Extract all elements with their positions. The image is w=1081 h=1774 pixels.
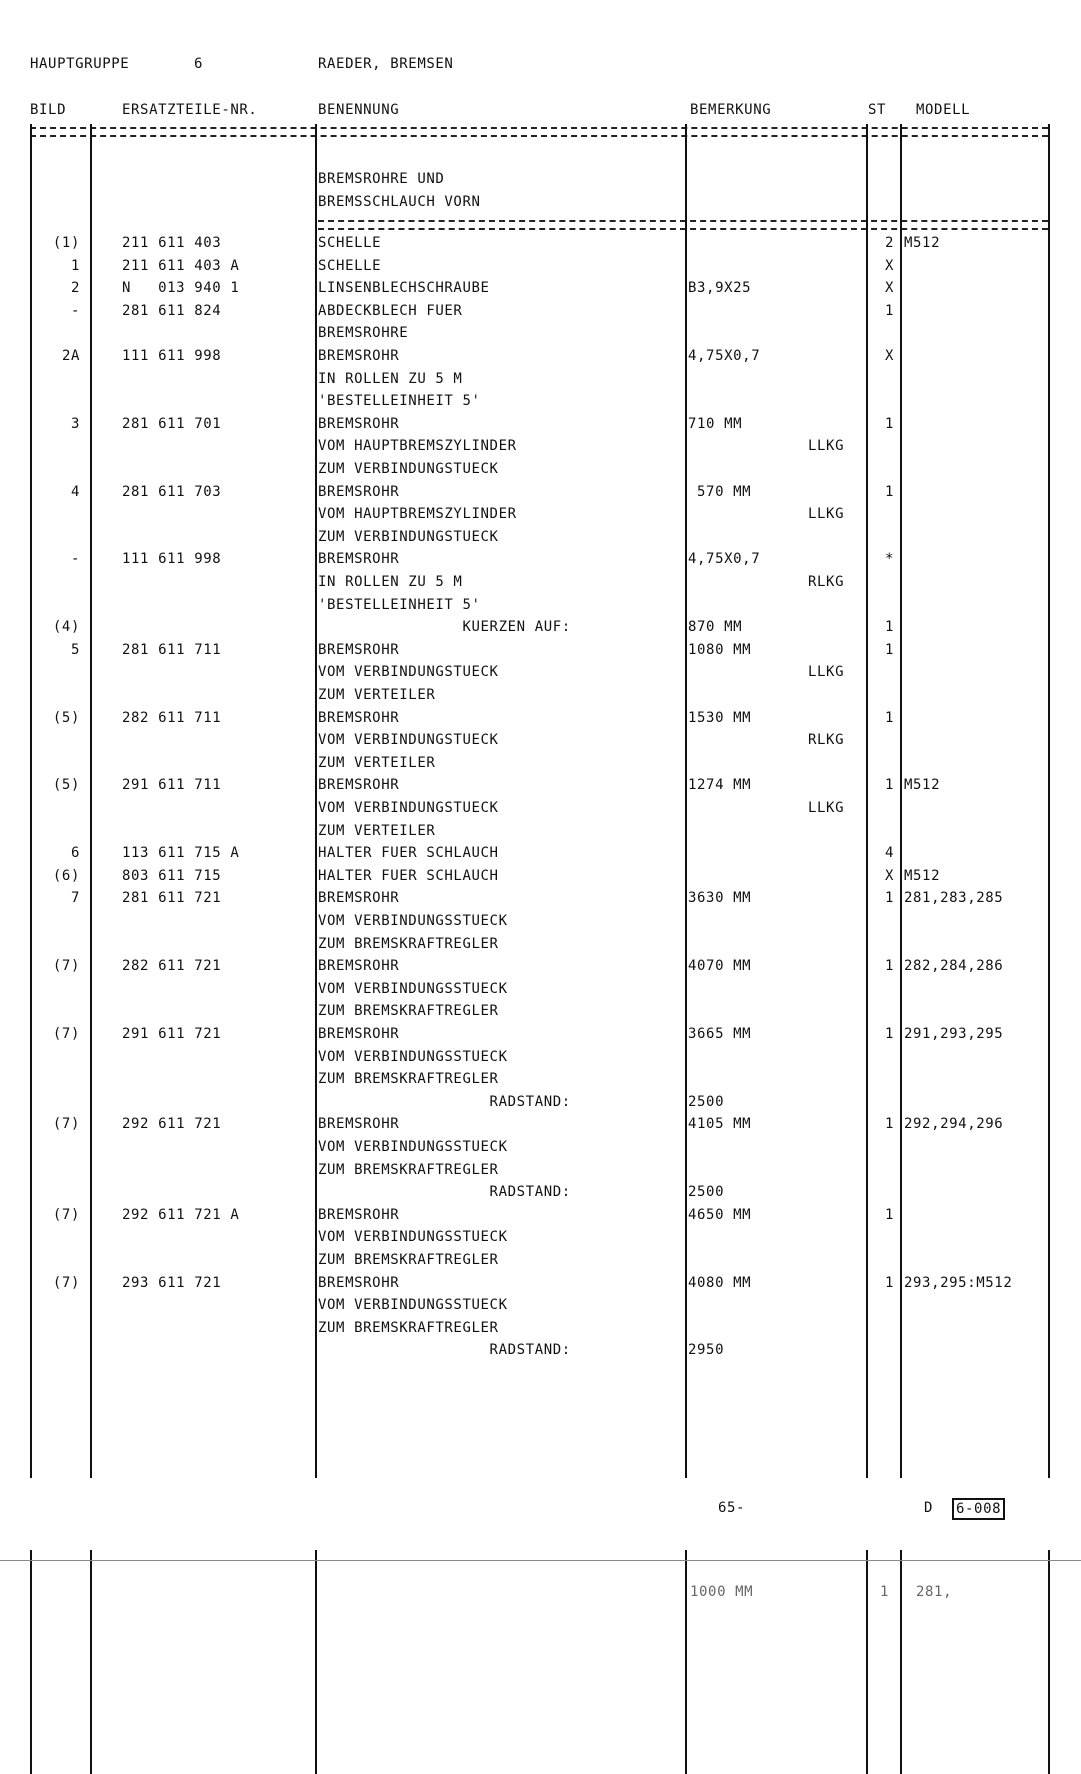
row-name: SCHELLE: [318, 235, 382, 251]
row-bild: -: [70, 551, 80, 568]
row-name: ABDECKBLECH FUER: [318, 302, 463, 319]
row-name: BREMSROHRE: [318, 325, 409, 342]
header-separator: [30, 127, 1048, 137]
section-title-line-1: BREMSROHRE UND: [318, 171, 445, 187]
row-bild: 3: [70, 415, 80, 432]
row-bild: 2A: [61, 348, 80, 364]
row-remark: 4105 MM: [688, 1116, 752, 1133]
row-name: BREMSROHR: [318, 958, 400, 975]
row-name: RADSTAND:: [318, 1093, 571, 1110]
row-qty: X: [884, 348, 894, 364]
table-row: [0, 503, 1081, 526]
table-row: [0, 1046, 1081, 1069]
row-remark: B3,9X25: [688, 280, 752, 297]
row-name: VOM VERBINDUNGSSTUECK: [318, 1048, 508, 1065]
row-part-number: 282 611 711: [122, 709, 222, 726]
table-row: [0, 255, 1081, 278]
section-separator: [318, 220, 1048, 230]
table-row: [0, 1068, 1081, 1091]
row-name: BREMSROHR: [318, 348, 400, 364]
row-name: BREMSROHR: [318, 483, 400, 500]
row-remark: 870 MM: [688, 619, 743, 636]
row-name: IN ROLLEN ZU 5 M: [318, 574, 463, 590]
row-name: BREMSROHR: [318, 1206, 400, 1223]
row-qty: X: [884, 280, 894, 297]
col-header-bild: BILD: [30, 102, 67, 118]
row-side: LLKG: [808, 800, 845, 816]
table-row: [0, 368, 1081, 391]
row-name: VOM HAUPTBREMSZYLINDER: [318, 438, 517, 455]
row-qty: 1: [884, 958, 894, 975]
sheet-edge: [0, 1560, 1081, 1561]
table-row: [0, 910, 1081, 933]
row-bild: 4: [70, 483, 80, 500]
col-header-name: BENENNUNG: [318, 102, 400, 118]
table-row: [0, 1249, 1081, 1272]
table-row: [0, 1294, 1081, 1317]
row-bild: (5): [52, 777, 80, 794]
row-part-number: 291 611 721: [122, 1026, 222, 1042]
row-bild: (7): [52, 1026, 80, 1042]
row-name: ZUM BREMSKRAFTREGLER: [318, 1161, 499, 1178]
row-bild: (5): [52, 709, 80, 726]
col-header-qty: ST: [868, 102, 887, 118]
table-row: [0, 390, 1081, 413]
row-name: BREMSROHR: [318, 1026, 400, 1042]
row-remark: 710 MM: [688, 415, 743, 432]
row-bild: 1: [70, 257, 80, 274]
row-name: VOM VERBINDUNGSTUECK: [318, 800, 499, 816]
row-remark: 1530 MM: [688, 709, 752, 726]
row-name: VOM VERBINDUNGSSTUECK: [318, 1229, 508, 1246]
row-name: 'BESTELLEINHEIT 5': [318, 596, 481, 613]
table-row: [0, 1091, 1081, 1114]
group-number: 6: [194, 56, 204, 72]
row-name: ZUM BREMSKRAFTREGLER: [318, 935, 499, 952]
row-name: SCHELLE: [318, 257, 382, 274]
table-row: [0, 277, 1081, 300]
table-row: [0, 322, 1081, 345]
row-part-number: 281 611 711: [122, 641, 222, 658]
row-name: VOM VERBINDUNGSSTUECK: [318, 1139, 508, 1155]
row-side: RLKG: [808, 574, 845, 590]
page-code: 6-008: [952, 1498, 1005, 1520]
table-row: [0, 661, 1081, 684]
row-bild: (7): [52, 958, 80, 975]
fragment-model: 281,: [916, 1584, 953, 1600]
row-qty: 1: [884, 1274, 894, 1291]
row-qty: 1: [884, 483, 894, 500]
row-name: ZUM VERBINDUNGSTUECK: [318, 528, 499, 545]
row-model: 293,295:M512: [904, 1274, 1013, 1291]
row-part-number: 111 611 998: [122, 348, 222, 364]
col-header-model: MODELL: [916, 102, 971, 118]
row-model: M512: [904, 235, 941, 251]
row-part-number: 281 611 703: [122, 483, 222, 500]
table-row: [0, 413, 1081, 436]
table-row: [0, 865, 1081, 888]
row-name: ZUM VERTEILER: [318, 687, 436, 703]
table-row: [0, 1181, 1081, 1204]
row-side: LLKG: [808, 506, 845, 523]
table-row: [0, 1136, 1081, 1159]
row-side: LLKG: [808, 438, 845, 455]
row-name: ZUM BREMSKRAFTREGLER: [318, 1071, 499, 1088]
table-row: [0, 345, 1081, 368]
row-model: 282,284,286: [904, 958, 1004, 975]
table-row: [0, 548, 1081, 571]
row-remark: 4,75X0,7: [688, 348, 761, 364]
row-qty: X: [884, 257, 894, 274]
row-model: M512: [904, 777, 941, 794]
row-name: BREMSROHR: [318, 890, 400, 907]
row-remark: 2500: [688, 1093, 725, 1110]
row-name: BREMSROHR: [318, 709, 400, 726]
row-name: ZUM VERTEILER: [318, 822, 436, 839]
table-row: [0, 774, 1081, 797]
table-row: [0, 1204, 1081, 1227]
row-remark: 4080 MM: [688, 1274, 752, 1291]
table-row: [0, 797, 1081, 820]
table-row: [0, 842, 1081, 865]
table-row: [0, 481, 1081, 504]
row-name: ZUM BREMSKRAFTREGLER: [318, 1319, 499, 1336]
row-part-number: 291 611 711: [122, 777, 222, 794]
row-model: 281,283,285: [904, 890, 1004, 907]
table-row: [0, 1339, 1081, 1362]
row-qty: 1: [884, 415, 894, 432]
row-remark: 4070 MM: [688, 958, 752, 975]
table-row: [0, 729, 1081, 752]
row-bild: 5: [70, 641, 80, 658]
row-part-number: 281 611 824: [122, 302, 222, 319]
row-bild: (6): [52, 867, 80, 884]
row-name: HALTER FUER SCHLAUCH: [318, 867, 499, 884]
row-qty: 4: [884, 845, 894, 862]
row-bild: -: [70, 302, 80, 319]
table-row: [0, 300, 1081, 323]
table-row: [0, 1023, 1081, 1046]
row-name: LINSENBLECHSCHRAUBE: [318, 280, 490, 297]
row-name: BREMSROHR: [318, 551, 400, 568]
row-name: BREMSROHR: [318, 1274, 400, 1291]
row-bild: 2: [70, 280, 80, 297]
row-qty: X: [884, 867, 894, 884]
row-name: VOM VERBINDUNGSTUECK: [318, 664, 499, 681]
row-bild: (7): [52, 1116, 80, 1133]
row-remark: 3665 MM: [688, 1026, 752, 1042]
table-row: [0, 887, 1081, 910]
row-part-number: 111 611 998: [122, 551, 222, 568]
row-name: BREMSROHR: [318, 641, 400, 658]
fragment-remark: 1000 MM: [690, 1584, 754, 1600]
table-row: [0, 594, 1081, 617]
row-name: ZUM VERTEILER: [318, 754, 436, 771]
row-qty: 1: [884, 890, 894, 907]
fragment-qty: 1: [880, 1584, 890, 1600]
table-row: [0, 1317, 1081, 1340]
row-remark: 3630 MM: [688, 890, 752, 907]
row-part-number: 281 611 701: [122, 415, 222, 432]
row-qty: 1: [884, 1026, 894, 1042]
row-part-number: 292 611 721 A: [122, 1206, 240, 1223]
row-name: IN ROLLEN ZU 5 M: [318, 370, 463, 387]
row-qty: 1: [884, 1206, 894, 1223]
row-part-number: 281 611 721: [122, 890, 222, 907]
row-bild: 6: [70, 845, 80, 862]
table-row: [0, 955, 1081, 978]
row-name: VOM VERBINDUNGSTUECK: [318, 732, 499, 749]
row-remark: 1274 MM: [688, 777, 752, 794]
table-row: [0, 707, 1081, 730]
page-number: 65-: [718, 1500, 746, 1516]
row-qty: 1: [884, 709, 894, 726]
row-side: RLKG: [808, 732, 845, 749]
table-row: [0, 232, 1081, 255]
row-remark: 4650 MM: [688, 1206, 752, 1223]
row-remark: 2950: [688, 1342, 725, 1359]
row-qty: 2: [884, 235, 894, 251]
table-row: [0, 458, 1081, 481]
row-model: 292,294,296: [904, 1116, 1004, 1133]
row-qty: 1: [884, 619, 894, 636]
row-name: ZUM VERBINDUNGSTUECK: [318, 461, 499, 477]
row-part-number: N 013 940 1: [122, 280, 240, 297]
row-part-number: 293 611 721: [122, 1274, 222, 1291]
table-row: [0, 820, 1081, 843]
row-name: BREMSROHR: [318, 1116, 400, 1133]
row-qty: *: [884, 551, 894, 568]
table-row: [0, 1272, 1081, 1295]
table-row: [0, 639, 1081, 662]
table-row: [0, 978, 1081, 1001]
table-row: [0, 435, 1081, 458]
table-row: [0, 1226, 1081, 1249]
row-bild: (1): [52, 235, 80, 251]
table-row: [0, 616, 1081, 639]
row-name: BREMSROHR: [318, 777, 400, 794]
table-row: [0, 1113, 1081, 1136]
row-name: KUERZEN AUF:: [318, 619, 571, 636]
row-part-number: 292 611 721: [122, 1116, 222, 1133]
row-part-number: 211 611 403: [122, 235, 222, 251]
row-remark: 4,75X0,7: [688, 551, 761, 568]
row-part-number: 803 611 715: [122, 867, 222, 884]
row-bild: 7: [70, 890, 80, 907]
table-row: [0, 526, 1081, 549]
group-title: RAEDER, BREMSEN: [318, 56, 454, 72]
row-name: 'BESTELLEINHEIT 5': [318, 393, 481, 410]
table-row: [0, 1000, 1081, 1023]
section-title-line-2: BREMSSCHLAUCH VORN: [318, 194, 481, 210]
row-part-number: 211 611 403 A: [122, 257, 240, 274]
row-model: M512: [904, 867, 941, 884]
table-row: [0, 571, 1081, 594]
table-row: [0, 684, 1081, 707]
row-qty: 1: [884, 641, 894, 658]
row-part-number: 113 611 715 A: [122, 845, 240, 862]
row-name: RADSTAND:: [318, 1342, 571, 1359]
table-row: [0, 1159, 1081, 1182]
footer-area: [0, 1478, 1081, 1550]
col-header-part-no: ERSATZTEILE-NR.: [122, 102, 258, 118]
table-row: [0, 933, 1081, 956]
language-code: D: [924, 1500, 934, 1516]
row-name: VOM VERBINDUNGSSTUECK: [318, 980, 508, 997]
row-part-number: 282 611 721: [122, 958, 222, 975]
row-remark: 1080 MM: [688, 641, 752, 658]
row-remark: 2500: [688, 1184, 725, 1201]
row-remark: 570 MM: [688, 483, 752, 500]
row-name: VOM VERBINDUNGSSTUECK: [318, 1297, 508, 1314]
row-qty: 1: [884, 1116, 894, 1133]
row-qty: 1: [884, 302, 894, 319]
group-label: HAUPTGRUPPE: [30, 56, 130, 72]
row-bild: (7): [52, 1206, 80, 1223]
row-name: VOM HAUPTBREMSZYLINDER: [318, 506, 517, 523]
row-name: ZUM BREMSKRAFTREGLER: [318, 1003, 499, 1020]
table-row: [0, 752, 1081, 775]
row-model: 291,293,295: [904, 1026, 1004, 1042]
row-bild: (4): [52, 619, 80, 636]
row-name: HALTER FUER SCHLAUCH: [318, 845, 499, 862]
row-side: LLKG: [808, 664, 845, 681]
row-name: RADSTAND:: [318, 1184, 571, 1201]
col-header-remark: BEMERKUNG: [690, 102, 772, 118]
row-qty: 1: [884, 777, 894, 794]
row-name: ZUM BREMSKRAFTREGLER: [318, 1252, 499, 1268]
row-name: BREMSROHR: [318, 415, 400, 432]
row-bild: (7): [52, 1274, 80, 1291]
row-name: VOM VERBINDUNGSSTUECK: [318, 913, 508, 929]
